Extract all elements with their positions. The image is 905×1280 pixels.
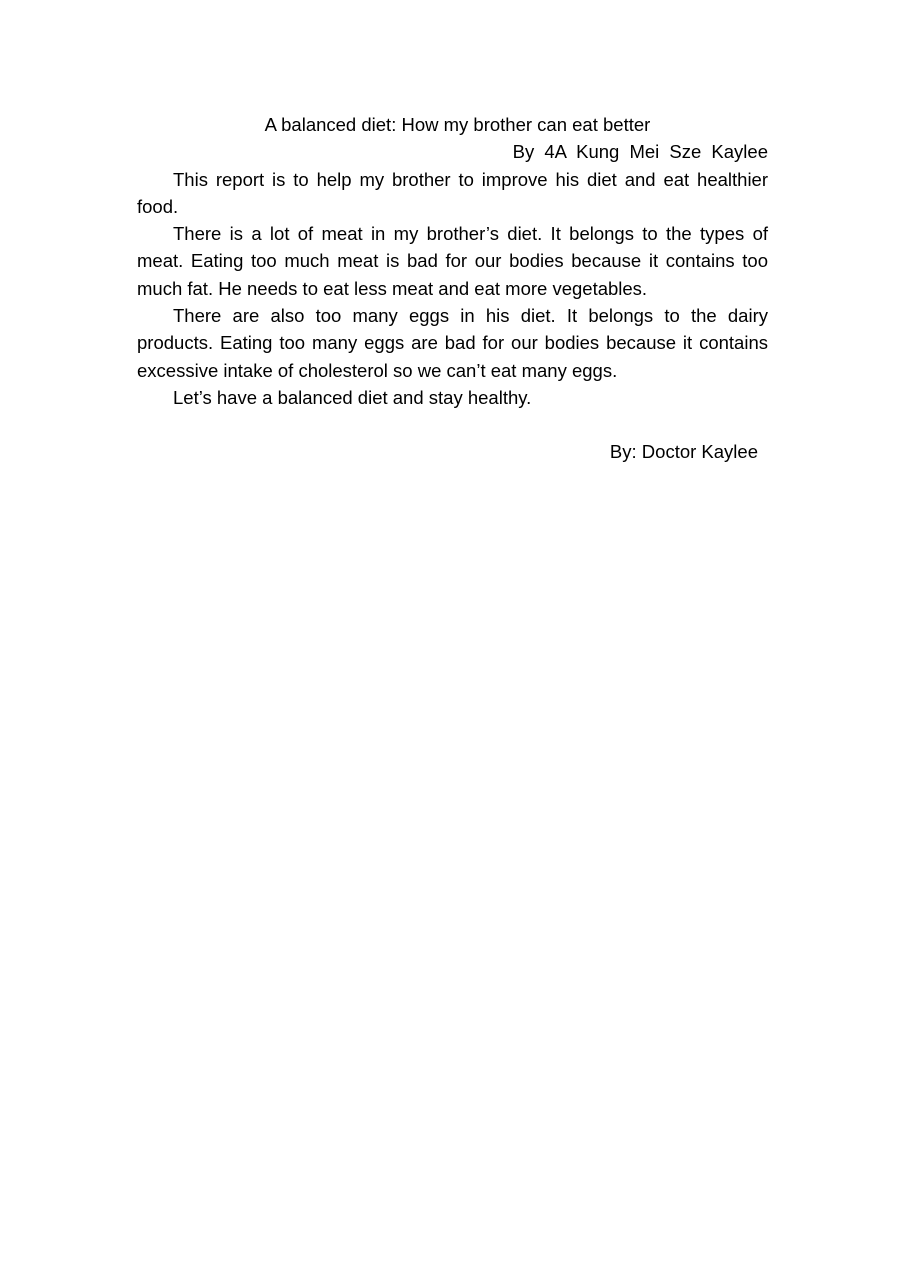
signature: By: Doctor Kaylee	[609, 441, 758, 463]
paragraph-meat: There is a lot of meat in my brother’s diet. It belongs to the types of meat. Eating too much meat is bad for our bodies because it contains too much fat. He needs to eat less meat and eat more vegetables.	[137, 223, 768, 299]
paragraph-intro: This report is to help my brother to improve his diet and eat healthier food.	[137, 168, 768, 217]
paragraph-eggs: There are also too many eggs in his diet. It belongs to the dairy products. Eating too many eggs are bad for our bodies because it contains excessive intake of cholesterol so we can’t eat many eggs.	[137, 305, 768, 381]
document-body	[137, 111, 768, 466]
author-byline: By 4A Kung Mei Sze Kaylee	[512, 141, 768, 163]
document-title: A balanced diet: How my brother can eat better	[264, 114, 651, 135]
paragraph-conclusion: Let’s have a balanced diet and stay healthy.	[173, 386, 532, 408]
